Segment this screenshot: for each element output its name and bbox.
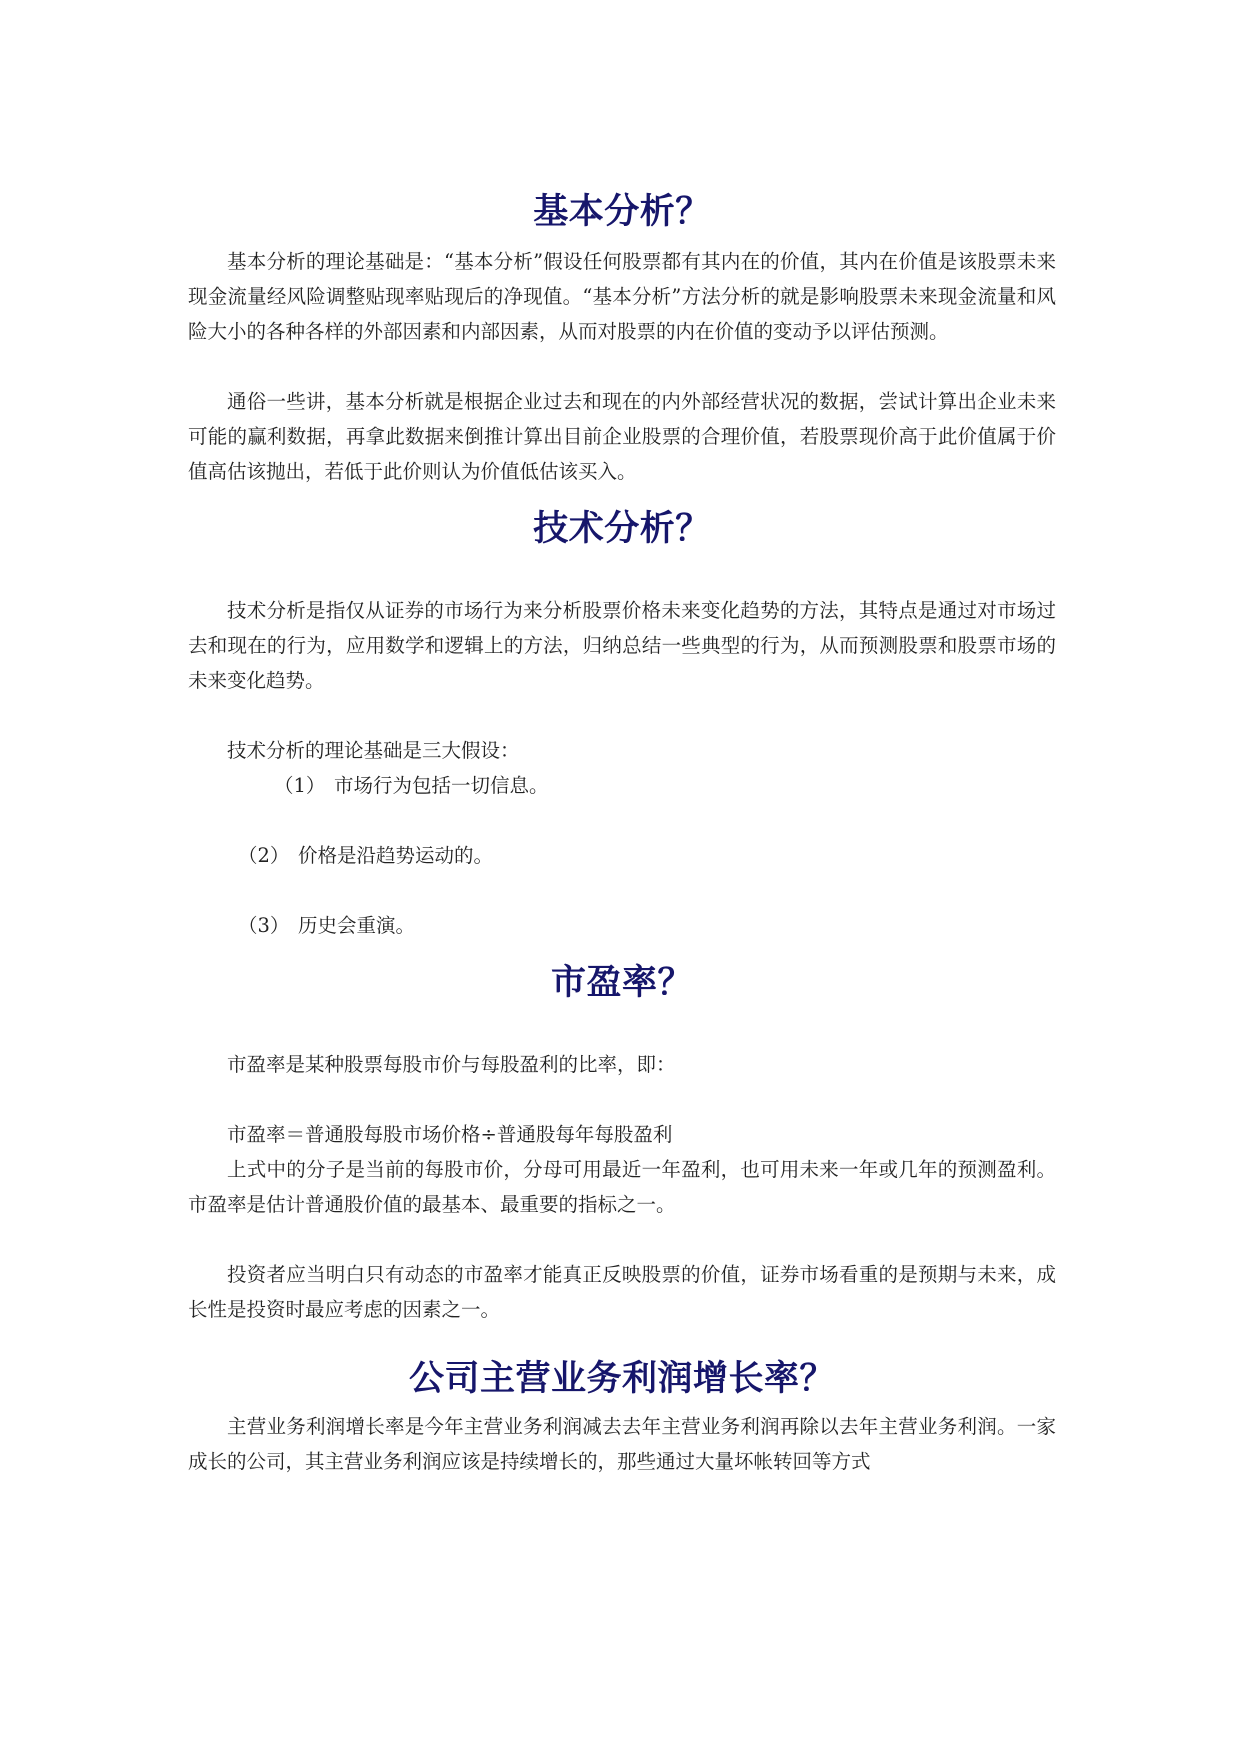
paragraph-profit-growth-definition: 主营业务利润增长率是今年主营业务利润减去去年主营业务利润再除以去年主营业务利润。一家成长的公司，其主营业务利润应该是持续增长的，那些通过大量坏帐转回等方式 [188,1415,1056,1473]
document-content [188,184,1056,1479]
paragraph-pe-formula: 市盈率＝普通股每股市场价格÷普通股每年每股盈利 [227,1123,673,1146]
assumption-item [188,908,1056,943]
assumption-item [188,768,1056,803]
assumption-number: （1） [274,774,326,797]
heading-technical-analysis: 技术分析？ [533,508,711,549]
assumption-text: 历史会重演。 [298,914,416,937]
assumption-item [188,838,1056,873]
paragraph-technical-definition: 技术分析是指仅从证券的市场行为来分析股票价格未来变化趋势的方法，其特点是通过对市场过去和现在的行为，应用数学和逻辑上的方法，归纳总结一些典型的行为，从而预测股票和股票市场的未来变化趋势。 [188,599,1056,692]
assumption-number: （3） [238,914,290,937]
paragraph-pe-explanation: 上式中的分子是当前的每股市价，分母可用最近一年盈利，也可用未来一年或几年的预测盈利。市盈率是估计普通股价值的最基本、最重要的指标之一。 [188,1158,1056,1216]
paragraph-pe-definition: 市盈率是某种股票每股市价与每股盈利的比率，即： [227,1053,676,1076]
assumption-text: 价格是沿趋势运动的。 [298,844,494,867]
assumption-number: （2） [238,844,290,867]
heading-fundamental-analysis: 基本分析？ [533,191,711,232]
heading-profit-growth-rate: 公司主营业务利润增长率？ [408,1358,835,1399]
paragraph-fundamental-theory: 基本分析的理论基础是：“基本分析”假设任何股票都有其内在的价值，其内在价值是该股票未来现金流量经风险调整贴现率贴现后的净现值。“基本分析”方法分析的就是影响股票未来现金流量和风险大小的各种各样的外部因素和内部因素，从而对股票的内在价值的变动予以评估预测。 [188,250,1056,343]
assumption-text: 市场行为包括一切信息。 [334,774,549,797]
paragraph-pe-dynamic: 投资者应当明白只有动态的市盈率才能真正反映股票的价值，证券市场看重的是预期与未来，成长性是投资时最应考虑的因素之一。 [188,1263,1056,1321]
paragraph-fundamental-plain: 通俗一些讲，基本分析就是根据企业过去和现在的内外部经营状况的数据，尝试计算出企业未来可能的赢利数据，再拿此数据来倒推计算出目前企业股票的合理价值，若股票现价高于此价值属于价值高估该抛出，若低于此价则认为价值低估该买入。 [188,390,1056,483]
paragraph-technical-assumptions-intro: 技术分析的理论基础是三大假设： [227,739,520,762]
heading-pe-ratio: 市盈率？ [550,962,693,1003]
